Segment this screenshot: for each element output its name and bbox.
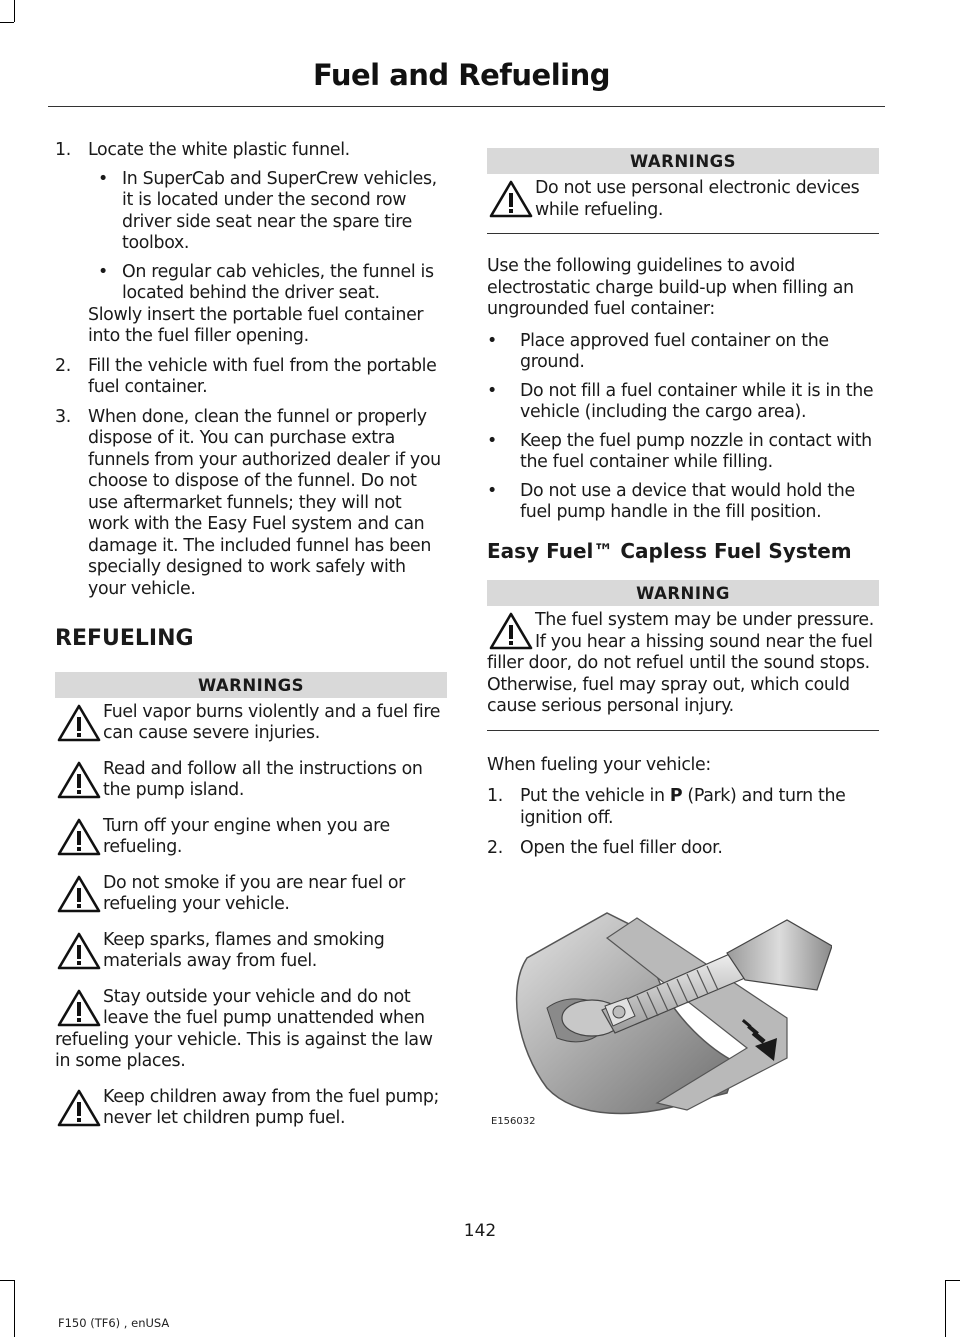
- fuel-filler-illustration: [487, 898, 832, 1130]
- warning-text: Turn off your engine when you are refueling.: [103, 815, 390, 857]
- warning-text: Do not smoke if you are near fuel or refueling your vehicle.: [103, 872, 405, 914]
- step-text-post: (Park) and turn the ignition off.: [520, 786, 846, 828]
- crop-mark: [945, 1280, 946, 1337]
- list-item-text: In SuperCab and SuperCrew vehicles, it is located under the second row driver side seat near the spare tire toolbox.: [122, 168, 437, 253]
- step-text-pre: Put the vehicle in: [520, 786, 670, 806]
- warning-triangle-icon: [55, 987, 103, 1029]
- warning-divider: [487, 730, 879, 731]
- warning-item: [55, 987, 447, 1073]
- bullet-marker: •: [487, 480, 497, 501]
- warning-item: [55, 816, 447, 859]
- list-item-text: Place approved fuel container on the ground.: [520, 330, 829, 372]
- warning-text: Fuel vapor burns violently and a fuel fire can cause severe injuries.: [103, 701, 441, 743]
- step-text: Open the fuel filler door.: [520, 838, 723, 858]
- guidelines-intro: Use the following guidelines to avoid electrostatic charge build-up when filling an ungrounded fuel container:: [487, 256, 854, 319]
- warning-item: [55, 873, 447, 916]
- warning-text: Keep sparks, flames and smoking materials away from fuel.: [103, 929, 385, 971]
- list-item: [88, 262, 447, 305]
- step-1-bullets: [88, 169, 447, 305]
- bullet-marker: •: [98, 168, 108, 189]
- warning-item: [55, 759, 447, 802]
- step-3: [55, 407, 447, 601]
- step-number: 3.: [55, 406, 71, 427]
- fueling-step-2: [487, 838, 879, 860]
- warning-item: [487, 178, 879, 221]
- warnings-header: WARNINGS: [487, 148, 879, 174]
- step-text: When done, clean the funnel or properly dispose of it. You can purchase extra funnels from your authorized dealer if you choose to dispose of the funnel. Do not use aftermarket funnels; they will not work with the Easy Fuel system and can damage it. The included funnel has been specially designed to work safely with your vehicle.: [88, 406, 441, 599]
- list-item: [88, 169, 447, 255]
- section-heading-refueling: REFUELING: [55, 626, 194, 651]
- step-text: Fill the vehicle with fuel from the portable fuel container.: [88, 355, 437, 397]
- crop-mark: [14, 1280, 15, 1337]
- step-1-continuation: Slowly insert the portable fuel container into the fuel filler opening.: [88, 304, 424, 346]
- page-number: 142: [463, 1221, 497, 1241]
- warning-triangle-icon: [55, 873, 103, 915]
- footer-model: F150 (TF6) , enUSA: [58, 1316, 170, 1330]
- step-number: 2.: [55, 355, 71, 376]
- crop-mark: [0, 1280, 14, 1281]
- list-item: [487, 431, 879, 474]
- warning-text: Read and follow all the instructions on the pump island.: [103, 758, 423, 800]
- section-heading-easy-fuel: Easy Fuel™ Capless Fuel System: [487, 538, 852, 563]
- warning-divider: [487, 233, 879, 234]
- list-item-text: On regular cab vehicles, the funnel is located behind the driver seat.: [122, 261, 434, 303]
- warning-text: Keep children away from the fuel pump; never let children pump fuel.: [103, 1086, 440, 1128]
- warnings-header: WARNINGS: [55, 672, 447, 698]
- warning-text: Stay outside your vehicle and do not leave the fuel pump unattended when refueling your vehicle. This is against the law in some places.: [55, 986, 433, 1071]
- warning-text: The fuel system may be under pressure. If you hear a hissing sound near the fuel filler door, do not refuel until the sound stops. Otherwise, fuel may spray out, which could cause serious personal injury.: [487, 610, 874, 716]
- step-2: [55, 356, 447, 399]
- warning-triangle-icon: [55, 1087, 103, 1129]
- figure-code: E156032: [491, 1116, 536, 1127]
- header-divider: [48, 106, 885, 107]
- step-number: 2.: [487, 838, 503, 858]
- warning-triangle-icon: [55, 702, 103, 744]
- list-item: [487, 331, 879, 374]
- warning-header: WARNING: [487, 580, 879, 606]
- crop-mark: [945, 1280, 960, 1281]
- warning-triangle-icon: [55, 759, 103, 801]
- warning-text: Do not use personal electronic devices while refueling.: [535, 178, 860, 220]
- warning-triangle-icon: [55, 816, 103, 858]
- fuel-filler-drawing: [487, 898, 832, 1130]
- page-title: Fuel and Refueling: [312, 58, 610, 92]
- warning-item: [55, 702, 447, 745]
- step-number: 1.: [487, 786, 503, 806]
- left-column: [55, 140, 447, 1130]
- warning-triangle-icon: [55, 930, 103, 972]
- list-item-text: Do not fill a fuel container while it is in the vehicle (including the cargo area).: [520, 380, 874, 422]
- step-1: [55, 140, 447, 162]
- warning-triangle-icon: [487, 610, 535, 652]
- crop-mark: [0, 22, 14, 23]
- list-item: [487, 381, 879, 424]
- warning-item: [487, 610, 879, 718]
- warning-item: [55, 1087, 447, 1130]
- bullet-marker: •: [487, 330, 497, 351]
- right-column: [487, 148, 879, 860]
- bullet-marker: •: [487, 430, 497, 451]
- list-item-text: Do not use a device that would hold the fuel pump handle in the fill position.: [520, 480, 855, 522]
- fueling-intro: When fueling your vehicle:: [487, 754, 711, 775]
- warning-triangle-icon: [487, 178, 535, 220]
- fueling-step-1: [487, 786, 879, 829]
- bullet-marker: •: [98, 261, 108, 282]
- warning-item: [55, 930, 447, 973]
- list-item: [487, 481, 879, 524]
- park-letter: P: [669, 786, 683, 806]
- step-number: 1.: [55, 140, 71, 160]
- step-text: Locate the white plastic funnel.: [88, 140, 350, 160]
- bullet-marker: •: [487, 380, 497, 401]
- list-item-text: Keep the fuel pump nozzle in contact with the fuel container while filling.: [520, 430, 872, 472]
- crop-mark: [14, 0, 15, 22]
